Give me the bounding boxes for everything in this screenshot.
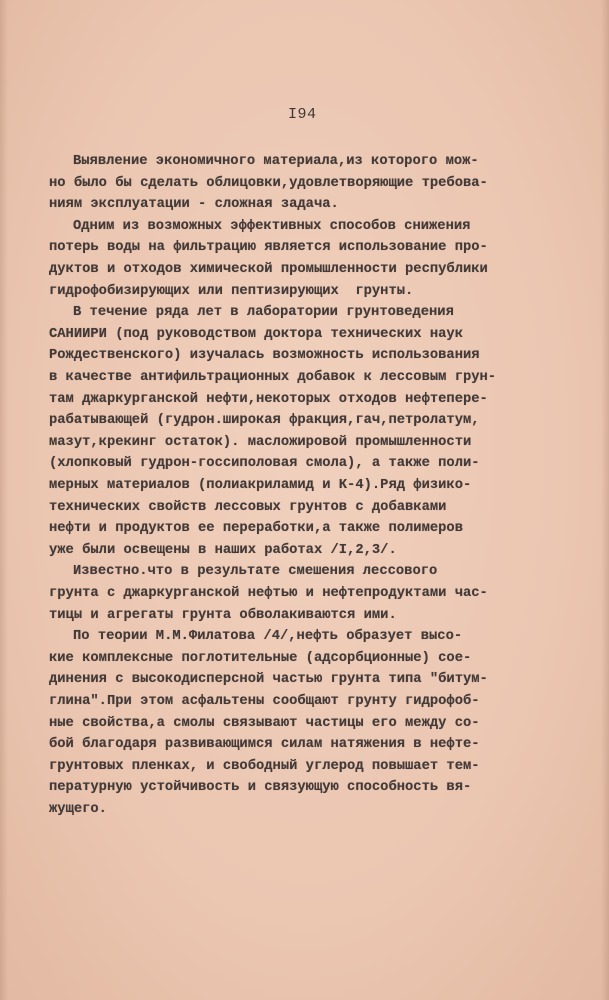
paragraph-line: мазут,крекинг остаток). масложировой промышленности	[49, 434, 472, 450]
paragraph-line: динения с высокодисперсной частью грунта типа "битум-	[49, 672, 488, 688]
paragraph-line: САНИИРИ (под руководством доктора технических наук	[49, 326, 463, 342]
paragraph-first-line: Известно.что в результате смешения лессового	[73, 564, 438, 580]
paragraph-line: глина".При этом асфальтены сообщают грунту гидрофоб-	[49, 694, 480, 709]
paragraph-line: грунтовых пленках, и свободный углерод повышает тем-	[49, 758, 480, 774]
paragraph-line: ные свойства,а смолы связывают частицы его между со-	[49, 715, 480, 731]
paragraph-line: в качестве антифильтрационных добавок к лессовым грун-	[49, 370, 497, 385]
paragraph-line: Рождественского) изучалась возможность использования	[49, 348, 480, 364]
paragraph-line: мерных материалов (полиакриламид и К-4).Ряд физико-	[49, 478, 472, 493]
paragraph-line: там джаркурганской нефти,некоторых отходов нефтепере-	[49, 391, 488, 407]
paragraph-line: кие комплексные поглотительные (адсорбционные) сое-	[49, 650, 472, 666]
paragraph-line: гидрофобизирующих или пептизирующих грунты.	[49, 283, 414, 299]
paragraph-line: бой благодаря развивающимся силам натяжения в нефте-	[49, 737, 480, 753]
paragraph-line: дуктов и отходов химической промышленности республики	[49, 262, 488, 277]
paragraph-first-line: В течение ряда лет в лаборатории грунтоведения	[73, 305, 454, 321]
page-shadow-right	[601, 0, 609, 1000]
paragraph-line: жущего.	[49, 802, 107, 817]
paragraph-line: уже были освещены в наших работах /I,2,3/.	[49, 542, 397, 558]
paragraph-line: ниям эксплуатации - сложная задача.	[49, 197, 339, 213]
paragraph-first-line: Выявление экономичного материала,из которого мож-	[73, 154, 479, 169]
page-shadow-left	[0, 0, 8, 1000]
paragraph-line: пературную устойчивость и связующую способность вя-	[49, 780, 472, 796]
page-number: I94	[288, 106, 317, 123]
paragraph-line: грунта с джаркурганской нефтью и нефтепродуктами час-	[49, 586, 488, 601]
paragraph-first-line: По теории М.М.Филатова /4/,нефть образует высо-	[73, 629, 463, 645]
paragraph-line: технических свойств лессовых грунтов с добавками	[49, 499, 447, 515]
paragraph-line: (хлопковый гудрон-госсиполовая смола), а также поли-	[49, 456, 480, 472]
paragraph-line: тицы и агрегаты грунта обволакиваются ими.	[49, 607, 397, 623]
paragraph-line: но было бы сделать облицовки,удовлетворяющие требова-	[49, 175, 488, 191]
paragraph-line: потерь воды на фильтрацию является использование про-	[49, 240, 488, 256]
paragraph-line: нефти и продуктов ее переработки,а также полимеров	[49, 521, 463, 537]
paragraph-line: рабатывающей (гудрон.широкая фракция,гач,петролатум,	[49, 413, 480, 429]
paragraph-first-line: Одним из возможных эффективных способов снижения	[73, 218, 471, 234]
